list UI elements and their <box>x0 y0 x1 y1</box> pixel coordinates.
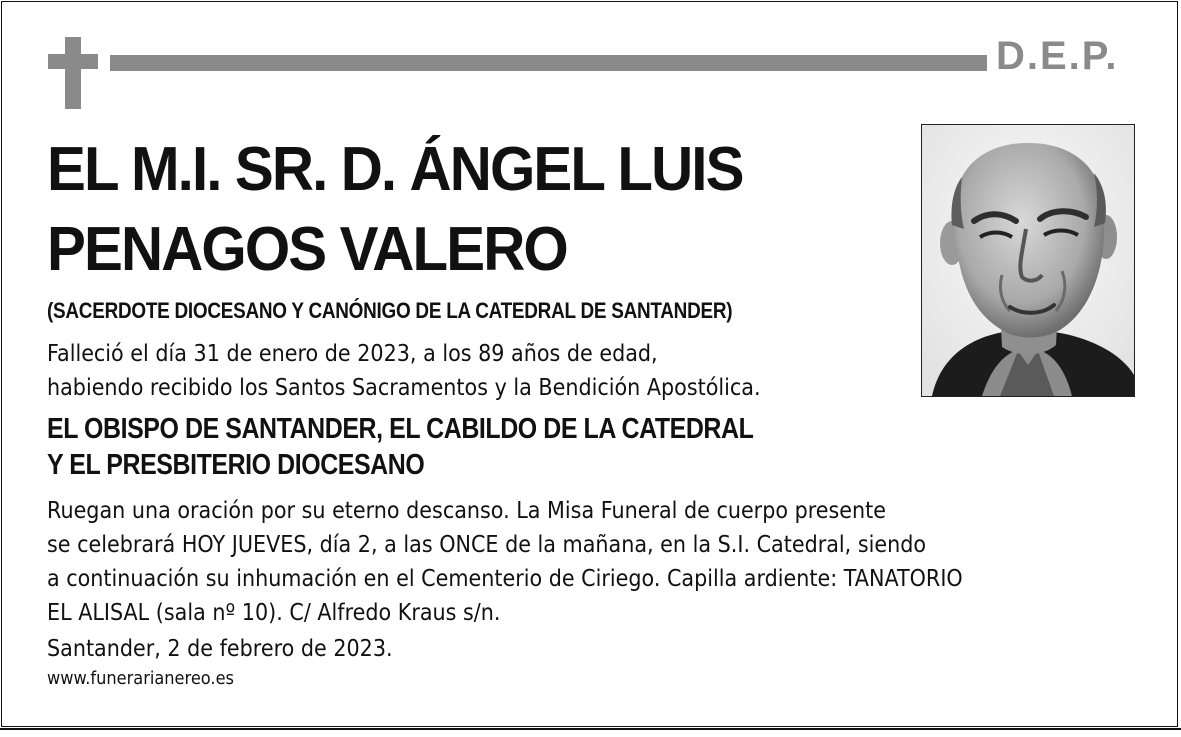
death-line-2: habiendo recibido los Santos Sacramentos y la Bendición Apostólica. <box>47 375 761 401</box>
death-notice <box>47 337 761 405</box>
name-line-2: PENAGOS VALERO <box>47 215 567 284</box>
dep-label: D.E.P. <box>996 34 1119 78</box>
place-date: Santander, 2 de febrero de 2023. <box>47 636 393 662</box>
deceased-name <box>47 130 743 290</box>
prayer-line-3: a continuación su inhumación en el Cementerio de Ciriego. Capilla ardiente: TANATORIO <box>47 566 963 592</box>
header-rule <box>110 55 987 71</box>
prayer-line-4: EL ALISAL (sala nº 10). C/ Alfredo Kraus s/n. <box>47 600 501 626</box>
website-link[interactable]: www.funerarianereo.es <box>47 668 234 689</box>
portrait-photo <box>921 124 1135 397</box>
prayer-line-2: se celebrará HOY JUEVES, día 2, a las ONCE de la mañana, en la S.I. Catedral, siendo <box>47 532 927 558</box>
death-line-1: Falleció el día 31 de enero de 2023, a los 89 años de edad, <box>47 341 658 367</box>
bottom-border <box>0 728 1181 737</box>
name-line-1: EL M.I. SR. D. ÁNGEL LUIS <box>47 135 743 204</box>
funeral-details <box>47 494 963 630</box>
cross-icon <box>48 37 98 109</box>
role-subtitle: (SACERDOTE DIOCESANO Y CANÓNIGO DE LA CATEDRAL DE SANTANDER) <box>47 298 733 323</box>
mourners-line-2: Y EL PRESBITERIO DIOCESANO <box>47 449 425 481</box>
mourners-line-1: EL OBISPO DE SANTANDER, EL CABILDO DE LA CATEDRAL <box>47 413 754 445</box>
prayer-line-1: Ruegan una oración por su eterno descanso. La Misa Funeral de cuerpo presente <box>47 498 886 524</box>
mourners-block <box>47 411 753 483</box>
